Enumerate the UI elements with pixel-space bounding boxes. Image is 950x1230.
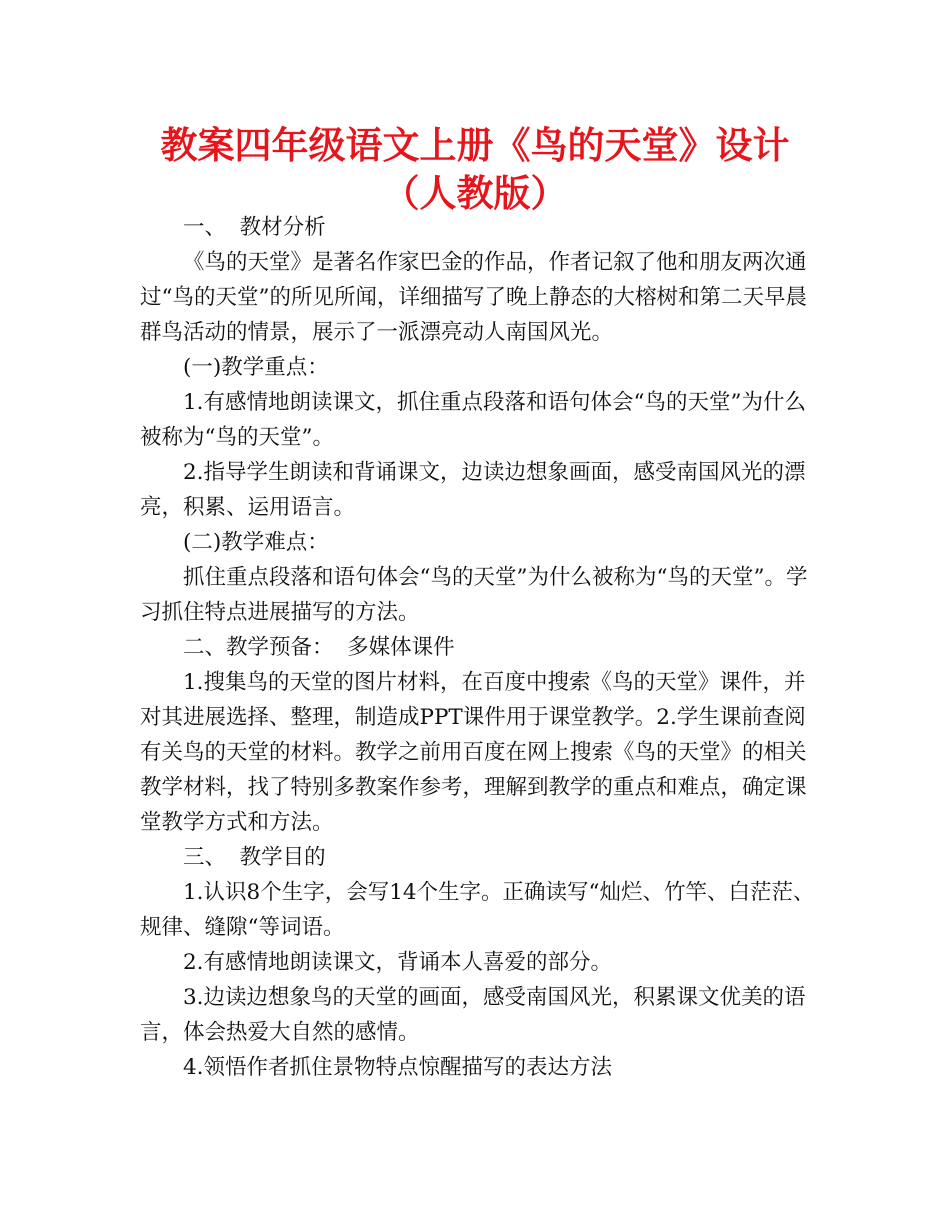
paragraph: 3.边读边想象鸟的天堂的画面，感受南国风光，积累课文优美的语言，体会热爱大自然的感情。 — [140, 985, 806, 1045]
paragraph: 4.领悟作者抓住景物特点惊醒描写的表达方法 — [183, 1055, 613, 1080]
paragraph: 1.认识8个生字，会写14个生字。正确读写“灿烂、竹竿、白茫茫、规律、缝隙“等词语。 — [140, 880, 815, 940]
paragraph: 1.有感情地朗读课文，抓住重点段落和语句体会“鸟的天堂”为什么被称为“鸟的天堂”。 — [140, 390, 806, 450]
paragraph: 2.有感情地朗读课文，背诵本人喜爱的部分。 — [183, 950, 613, 975]
subsection-heading: (一)教学重点： — [183, 355, 329, 380]
document-title: 教案四年级语文上册《鸟的天堂》设计 — [160, 124, 790, 167]
subsection-heading: (二)教学难点： — [183, 530, 329, 555]
paragraph: 1.搜集鸟的天堂的图片材料，在百度中搜索《鸟的天堂》课件，并对其进展选择、整理，制造成PPT课件用于课堂教学。2.学生课前查阅有关鸟的天堂的材料。教学之前用百度在网上搜索《鸟的天堂》的相关教学材料，找了特别多教案作参考，理解到教学的重点和难点，确定课堂教学方式和方法。 — [140, 670, 807, 835]
document-subtitle: （人教版） — [382, 172, 568, 215]
paragraph: 抓住重点段落和语句体会“鸟的天堂”为什么被称为“鸟的天堂”。学习抓住特点进展描写的方法。 — [140, 565, 808, 625]
document-body — [140, 210, 820, 1085]
section-heading: 二、教学预备： 多媒体课件 — [183, 635, 455, 660]
section-heading: 三、 教学目的 — [183, 845, 326, 870]
paragraph: 《鸟的天堂》是著名作家巴金的作品，作者记叙了他和朋友两次通过“鸟的天堂”的所见所闻，详细描写了晚上静态的大榕树和第二天早晨群鸟活动的情景，展示了一派漂亮动人南国风光。 — [140, 250, 807, 345]
paragraph: 2.指导学生朗读和背诵课文，边读边想象画面，感受南国风光的漂亮，积累、运用语言。 — [140, 460, 806, 520]
section-heading: 一、 教材分析 — [183, 215, 326, 240]
